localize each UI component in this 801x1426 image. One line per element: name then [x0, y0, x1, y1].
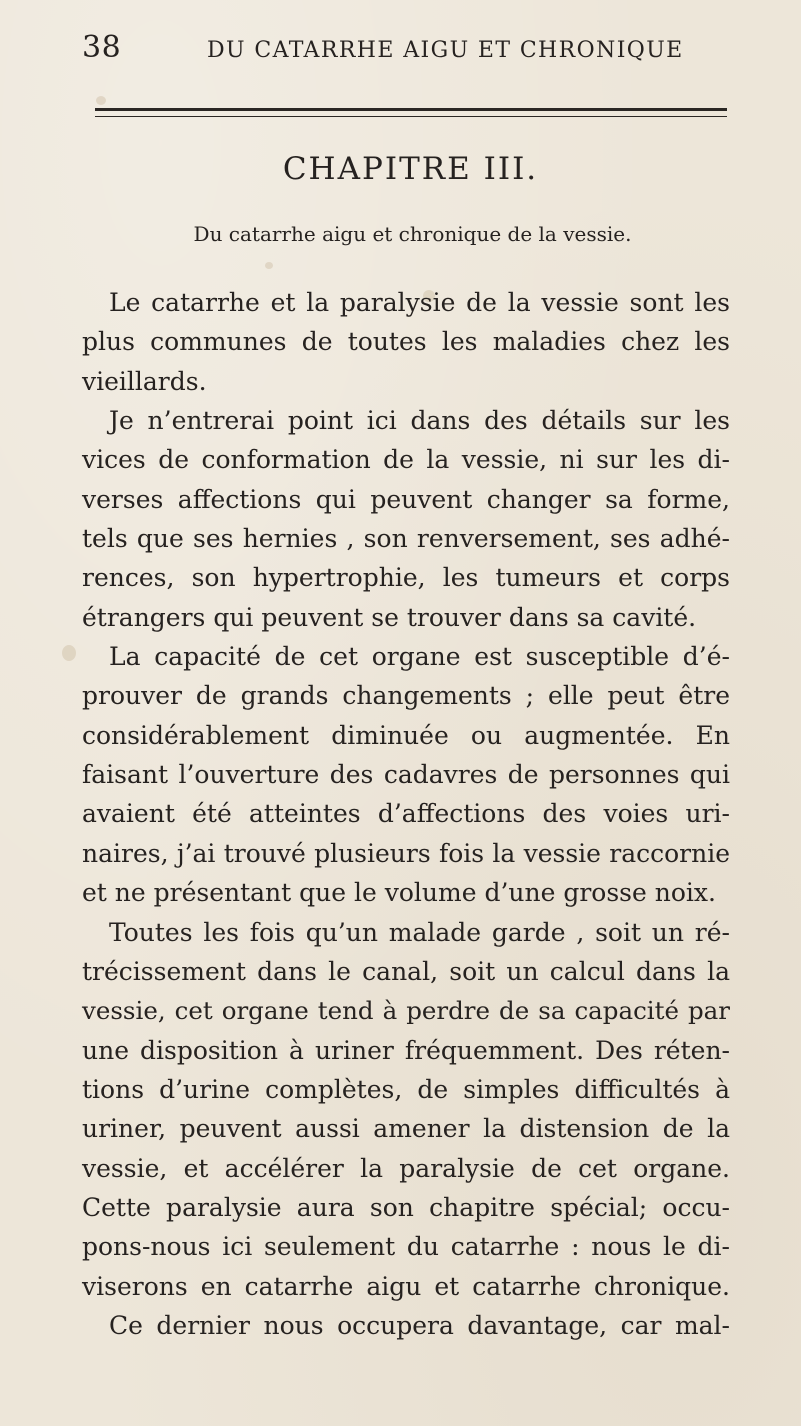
body-text — [82, 283, 730, 1345]
text-line: Le catarrhe et la paralysie de la vessie sont les — [109, 288, 730, 317]
text-line: Je n’entrerai point ici dans des détails sur les — [109, 406, 730, 436]
chapter-title: CHAPITRE III. — [282, 151, 539, 187]
text-line: vices de conformation de la vessie, ni sur les di- — [82, 445, 730, 475]
page-number: 38 — [82, 30, 122, 65]
text-line: uriner, peuvent aussi amener la distension de la — [82, 1114, 730, 1144]
text-line: avaient été atteintes d’affections des voies uri- — [82, 799, 730, 829]
text-line: plus communes de toutes les maladies chez les — [82, 327, 730, 357]
page-header — [82, 30, 732, 70]
text-line: tels que ses hernies , son renversement, ses adhé- — [82, 524, 730, 554]
text-line: Ce dernier nous occupera davantage, car mal- — [109, 1310, 730, 1340]
text-line: vieillards. — [82, 366, 207, 396]
text-line: naires, j’ai trouvé plusieurs fois la vessie raccornie — [82, 838, 730, 868]
running-head: DU CATARRHE AIGU ET CHRONIQUE — [207, 38, 684, 63]
foxing-spot — [265, 262, 273, 269]
header-rule-thin — [95, 116, 727, 117]
chapter-subtitle: Du catarrhe aigu et chronique de la vessie. — [193, 222, 632, 246]
text-line: une disposition à uriner fréquemment. Des réten- — [82, 1035, 730, 1065]
foxing-spot — [96, 96, 106, 105]
text-line: et ne présentant que le volume d’une grosse noix. — [82, 878, 716, 908]
text-line: Toutes les fois qu’un malade garde , soit un ré- — [109, 917, 730, 947]
text-line: pons-nous ici seulement du catarrhe : nous le di- — [82, 1232, 730, 1262]
text-line: verses affections qui peuvent changer sa forme, — [82, 484, 730, 514]
text-line: considérablement diminuée ou augmentée. En — [82, 720, 730, 750]
text-line: faisant l’ouverture des cadavres de personnes qui — [82, 760, 730, 790]
text-line: rences, son hypertrophie, les tumeurs et corps — [82, 563, 730, 593]
text-line: La capacité de cet organe est susceptible d’é- — [109, 642, 730, 672]
text-line: vessie, cet organe tend à perdre de sa capacité par — [82, 996, 730, 1026]
text-line: trécissement dans le canal, soit un calcul dans la — [82, 956, 730, 986]
header-rule-thick — [95, 108, 727, 111]
text-line: tions d’urine complètes, de simples difficultés à — [82, 1074, 730, 1104]
text-line: étrangers qui peuvent se trouver dans sa cavité. — [82, 602, 697, 632]
text-line: prouver de grands changements ; elle peut être — [82, 681, 730, 711]
text-line: Cette paralysie aura son chapitre spécial; occu- — [82, 1192, 730, 1222]
foxing-spot — [62, 645, 76, 661]
text-line: viserons en catarrhe aigu et catarrhe chronique. — [82, 1271, 730, 1301]
text-line: vessie, et accélérer la paralysie de cet organe. — [82, 1153, 730, 1183]
